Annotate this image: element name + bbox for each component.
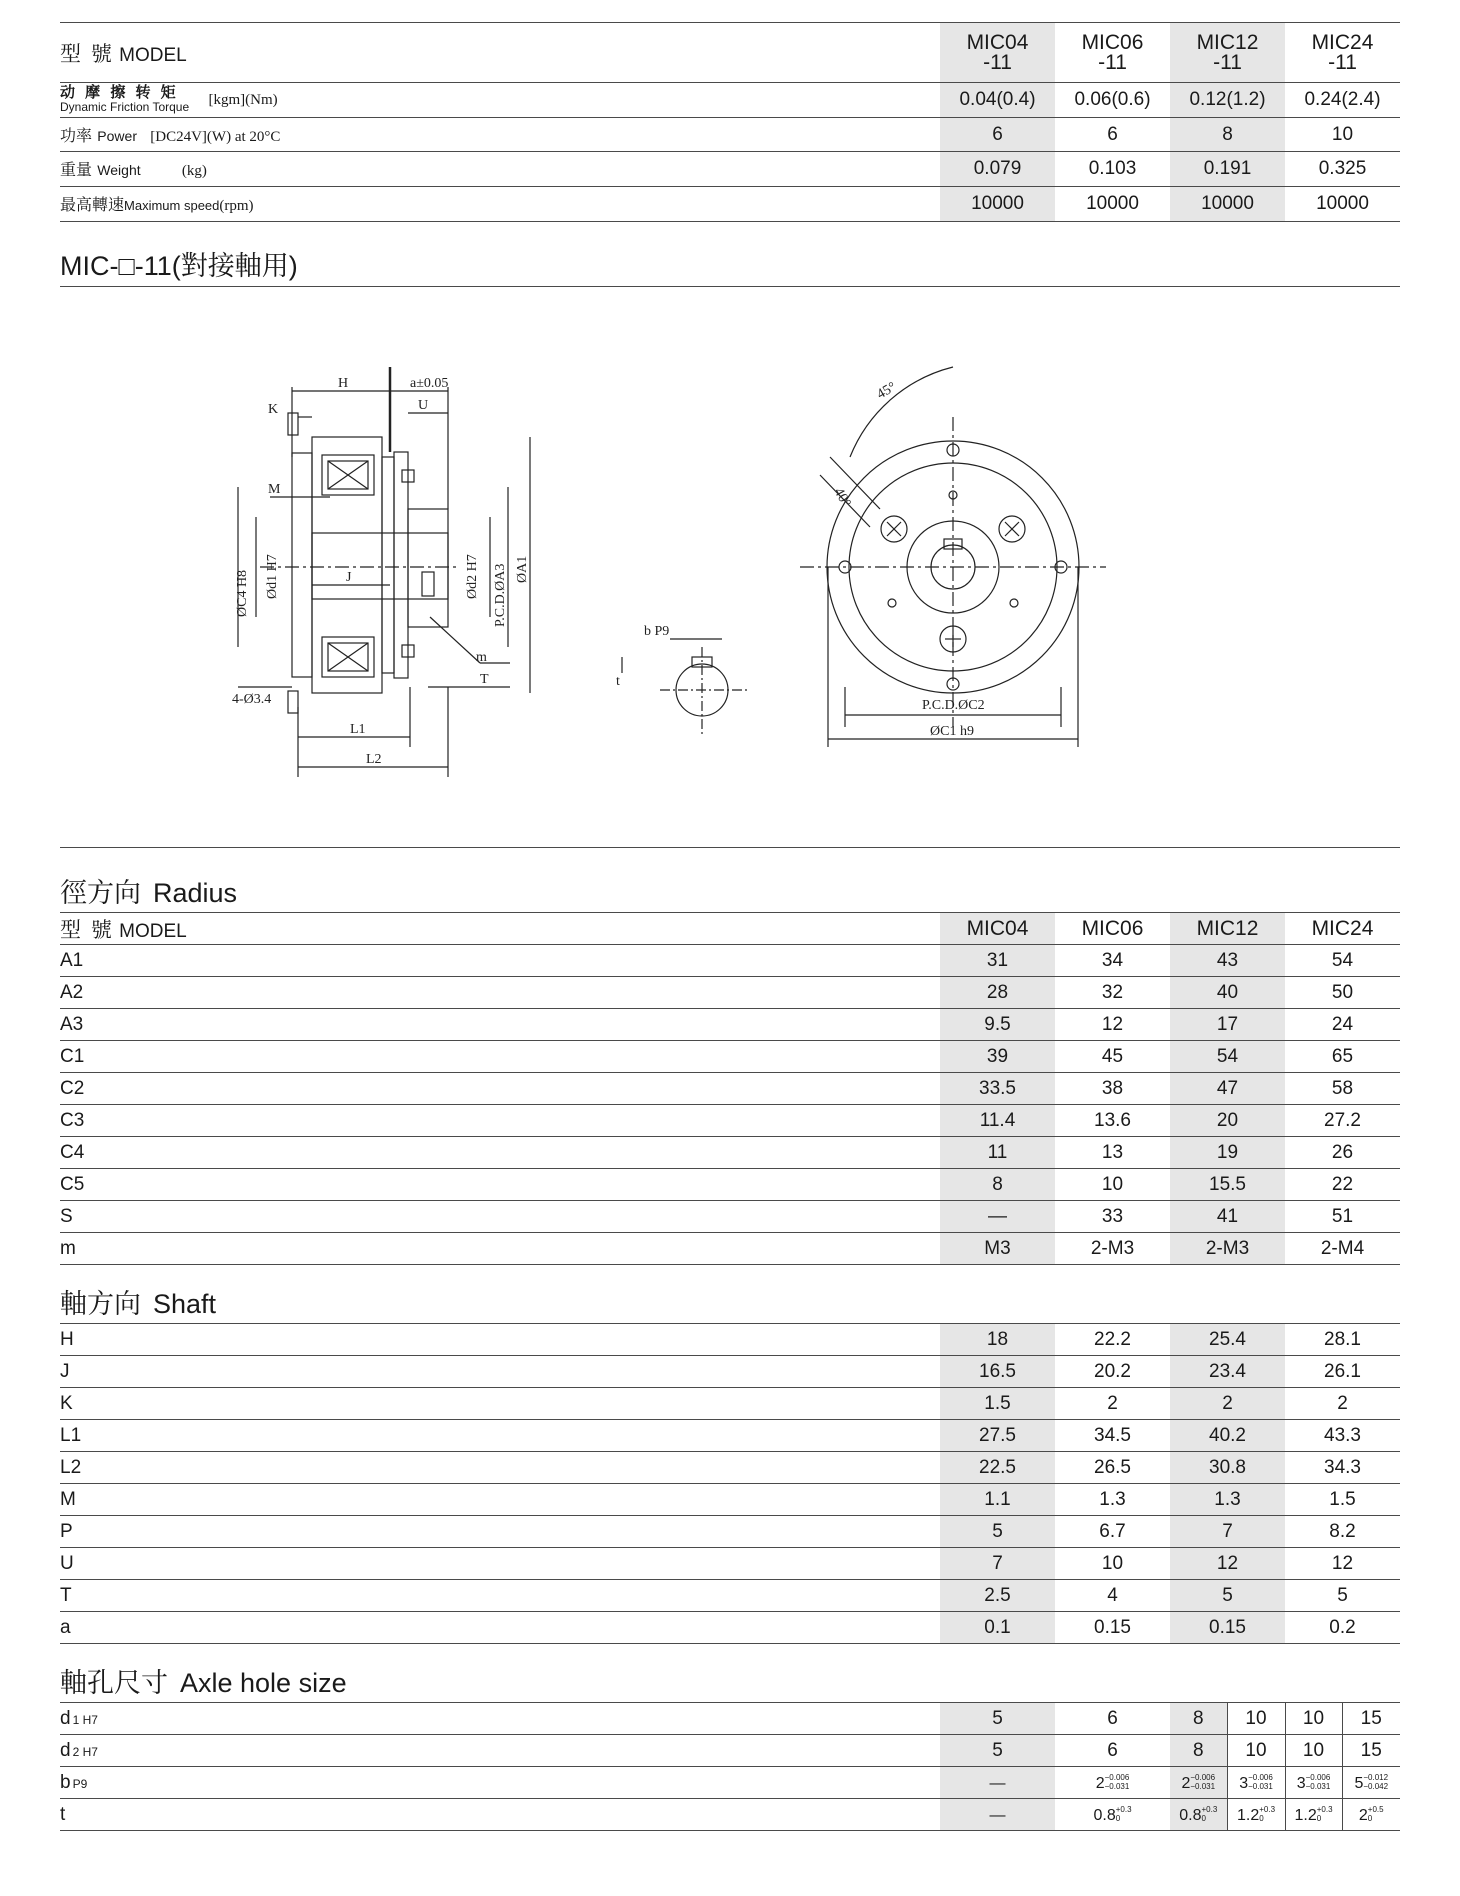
table-cell: 1.3	[1055, 1484, 1170, 1516]
table-row	[60, 1580, 1400, 1612]
drawing-title: MIC-□-11(對接軸用)	[60, 246, 1400, 287]
tolerance-lower: −0.031	[1248, 1782, 1273, 1792]
tolerance-lower: −0.042	[1363, 1782, 1389, 1792]
table-row	[60, 1201, 1400, 1233]
tolerance-value: —	[989, 1774, 1006, 1792]
row-label: M	[60, 1484, 940, 1516]
table-cell	[1055, 1799, 1170, 1831]
torque-value: 0.06(0.6)	[1055, 83, 1170, 118]
table-cell: 12	[1055, 1009, 1170, 1041]
table-cell: 27.2	[1285, 1105, 1400, 1137]
table-cell: 40.2	[1170, 1420, 1285, 1452]
table-cell: M3	[940, 1233, 1055, 1265]
tolerance-value: 2	[1095, 1774, 1105, 1792]
power-value: 10	[1285, 118, 1400, 152]
row-label-main: b	[60, 1771, 71, 1793]
table-cell	[940, 1767, 1055, 1799]
table-cell	[1170, 1767, 1227, 1799]
table-row	[60, 1233, 1400, 1265]
table-cell: 5	[940, 1516, 1055, 1548]
table-cell: 22.5	[940, 1452, 1055, 1484]
table-cell: 31	[940, 945, 1055, 977]
table-row	[60, 1420, 1400, 1452]
row-label	[60, 1799, 940, 1831]
front-view	[800, 367, 1106, 747]
table-cell: 54	[1170, 1041, 1285, 1073]
table-cell	[1055, 1767, 1170, 1799]
table-cell: 17	[1170, 1009, 1285, 1041]
table-cell: 10	[1055, 1548, 1170, 1580]
tolerance-limits	[1201, 1805, 1217, 1823]
axle-title: 軸孔尺寸 Axle hole size	[60, 1668, 347, 1698]
dim-C1: ØC1 h9	[930, 724, 974, 739]
table-cell	[1342, 1767, 1400, 1799]
tolerance-limits	[1368, 1805, 1384, 1823]
tolerance-lower: 0	[1367, 1814, 1373, 1824]
table-cell: 38	[1055, 1073, 1170, 1105]
table-cell: 2	[1170, 1388, 1285, 1420]
weight-value: 0.325	[1285, 152, 1400, 187]
table-cell	[1227, 1799, 1285, 1831]
tolerance-lower: 0	[1259, 1814, 1264, 1824]
table-cell: 15	[1342, 1735, 1400, 1767]
table-row	[60, 1073, 1400, 1105]
tolerance-lower: −0.031	[1190, 1782, 1216, 1792]
table-cell	[1285, 1799, 1342, 1831]
table-cell: 8.2	[1285, 1516, 1400, 1548]
table-row	[60, 1356, 1400, 1388]
weight-value: 0.103	[1055, 152, 1170, 187]
dim-t: t	[616, 674, 620, 689]
table-cell: 8	[1170, 1703, 1227, 1735]
row-label-main: t	[60, 1803, 66, 1825]
model-spec-table	[60, 22, 1400, 222]
weight-value: 0.191	[1170, 152, 1285, 187]
weight-label: 重量 Weight (kg)	[60, 152, 940, 187]
row-label: a	[60, 1612, 940, 1644]
table-cell: 2	[1055, 1388, 1170, 1420]
table-cell: —	[940, 1201, 1055, 1233]
tolerance-value: 0.8	[1179, 1806, 1202, 1824]
dim-holes: 4-Ø3.4	[232, 692, 272, 707]
tolerance-upper: +0.3	[1259, 1805, 1276, 1815]
technical-drawing	[60, 287, 1400, 848]
table-cell: 43	[1170, 945, 1285, 977]
power-value: 6	[940, 118, 1055, 152]
tolerance-upper: +0.3	[1201, 1805, 1218, 1815]
table-cell: 58	[1285, 1073, 1400, 1105]
table-cell: 7	[940, 1548, 1055, 1580]
dim-C2: P.C.D.ØC2	[922, 698, 985, 713]
table-cell: 15	[1342, 1703, 1400, 1735]
tolerance-upper: +0.3	[1316, 1805, 1333, 1815]
model-header: MIC12 -11	[1170, 23, 1285, 83]
tolerance-lower: 0	[1115, 1814, 1121, 1824]
speed-value: 10000	[1055, 187, 1170, 222]
speed-value: 10000	[940, 187, 1055, 222]
table-row	[60, 1767, 1400, 1799]
tolerance-upper: −0.006	[1305, 1773, 1331, 1783]
row-label: L2	[60, 1452, 940, 1484]
table-cell: 10	[1285, 1703, 1342, 1735]
model-label: 型 號 MODEL	[60, 913, 940, 945]
table-cell: 34.3	[1285, 1452, 1400, 1484]
dim-d1: Ød1 H7	[265, 554, 280, 599]
weight-value: 0.079	[940, 152, 1055, 187]
dim-A3: P.C.D.ØA3	[493, 563, 508, 627]
tolerance-value: 3	[1239, 1774, 1249, 1792]
model-header: MIC24 -11	[1285, 23, 1400, 83]
table-cell: 22	[1285, 1169, 1400, 1201]
table-row	[60, 945, 1400, 977]
table-cell: 15.5	[1170, 1169, 1285, 1201]
table-cell: 43.3	[1285, 1420, 1400, 1452]
table-cell: 11	[940, 1137, 1055, 1169]
table-cell: 4	[1055, 1580, 1170, 1612]
row-label-sub: 1 H7	[72, 1712, 98, 1727]
table-cell	[1285, 1767, 1342, 1799]
table-cell: 10	[1227, 1703, 1285, 1735]
dim-L1: L1	[350, 722, 366, 737]
tolerance-value: 2	[1181, 1774, 1191, 1792]
table-cell	[1170, 1799, 1227, 1831]
table-cell: 2-M3	[1055, 1233, 1170, 1265]
power-value: 6	[1055, 118, 1170, 152]
tolerance-lower: 0	[1316, 1814, 1322, 1824]
table-cell: 20	[1170, 1105, 1285, 1137]
table-cell: 33	[1055, 1201, 1170, 1233]
table-cell: 32	[1055, 977, 1170, 1009]
table-cell: 50	[1285, 977, 1400, 1009]
table-cell: 30.8	[1170, 1452, 1285, 1484]
table-cell: 5	[1170, 1580, 1285, 1612]
table-cell: 6.7	[1055, 1516, 1170, 1548]
table-cell: 16.5	[940, 1356, 1055, 1388]
table-cell: 0.15	[1055, 1612, 1170, 1644]
tolerance-limits	[1116, 1805, 1132, 1823]
table-cell	[940, 1799, 1055, 1831]
tolerance-lower: −0.031	[1104, 1782, 1130, 1792]
table-row	[60, 1703, 1400, 1735]
speed-label: 最高轉速Maximum speed(rpm)	[60, 187, 940, 222]
table-row	[60, 1009, 1400, 1041]
table-cell: 1.1	[940, 1484, 1055, 1516]
table-cell: 11.4	[940, 1105, 1055, 1137]
table-row	[60, 1799, 1400, 1831]
table-row	[60, 1388, 1400, 1420]
model-header: MIC12	[1170, 913, 1285, 945]
model-header: MIC04	[940, 913, 1055, 945]
spec-sheet	[60, 22, 1400, 1831]
speed-value: 10000	[1285, 187, 1400, 222]
tolerance-upper: −0.012	[1363, 1773, 1389, 1783]
table-cell: 40	[1170, 977, 1285, 1009]
dim-H: H	[338, 376, 349, 391]
table-cell: 26.1	[1285, 1356, 1400, 1388]
model-header: MIC04 -11	[940, 23, 1055, 83]
row-label: A2	[60, 977, 940, 1009]
table-row	[60, 1548, 1400, 1580]
table-cell: 41	[1170, 1201, 1285, 1233]
tolerance-lower: −0.031	[1305, 1782, 1331, 1792]
table-cell: 19	[1170, 1137, 1285, 1169]
row-label: C4	[60, 1137, 940, 1169]
row-label: U	[60, 1548, 940, 1580]
tolerance-limits	[1248, 1773, 1273, 1791]
row-label: P	[60, 1516, 940, 1548]
dim-T: T	[480, 672, 489, 687]
table-cell: 13	[1055, 1137, 1170, 1169]
keyway-view	[622, 639, 750, 737]
table-cell: 5	[1285, 1580, 1400, 1612]
tolerance-value: 1.2	[1236, 1806, 1260, 1824]
row-label: A3	[60, 1009, 940, 1041]
table-cell: 2.5	[940, 1580, 1055, 1612]
table-cell: 7	[1170, 1516, 1285, 1548]
table-cell: 26	[1285, 1137, 1400, 1169]
row-label-main: d	[60, 1739, 71, 1761]
table-row	[60, 1324, 1400, 1356]
power-label: 功率 Power [DC24V](W) at 20°C	[60, 118, 940, 152]
dim-L2: L2	[366, 752, 382, 767]
row-label	[60, 1735, 940, 1767]
table-cell: 26.5	[1055, 1452, 1170, 1484]
tolerance-limits	[1306, 1773, 1331, 1791]
row-label-sub: P9	[72, 1776, 88, 1791]
table-cell: 24	[1285, 1009, 1400, 1041]
tolerance-limits	[1363, 1773, 1388, 1791]
table-row	[60, 1169, 1400, 1201]
table-row	[60, 1137, 1400, 1169]
table-cell: 0.2	[1285, 1612, 1400, 1644]
model-header: MIC06	[1055, 913, 1170, 945]
row-label: m	[60, 1233, 940, 1265]
tolerance-value: 3	[1296, 1774, 1306, 1792]
table-cell: 28.1	[1285, 1324, 1400, 1356]
table-cell: 34	[1055, 945, 1170, 977]
table-cell: 8	[940, 1169, 1055, 1201]
row-label: L1	[60, 1420, 940, 1452]
model-label: 型 號 MODEL	[60, 23, 940, 83]
table-cell: 45	[1055, 1041, 1170, 1073]
tolerance-limits	[1317, 1805, 1333, 1823]
dim-bP9: b P9	[644, 624, 670, 639]
radius-rows	[60, 945, 1400, 1265]
shaft-title: 軸方向 Shaft	[60, 1289, 217, 1319]
tolerance-value: 1.2	[1294, 1806, 1317, 1824]
table-cell: 34.5	[1055, 1420, 1170, 1452]
table-cell: 1.3	[1170, 1484, 1285, 1516]
radius-title: 徑方向 Radius	[60, 878, 238, 908]
tolerance-upper: −0.006	[1104, 1773, 1130, 1783]
table-cell: 5	[940, 1703, 1055, 1735]
table-cell: 51	[1285, 1201, 1400, 1233]
table-cell: 28	[940, 977, 1055, 1009]
row-label	[60, 1703, 940, 1735]
tolerance-limits	[1190, 1773, 1215, 1791]
table-row	[60, 1484, 1400, 1516]
table-cell: 12	[1170, 1548, 1285, 1580]
model-header: MIC24	[1285, 913, 1400, 945]
row-label-sub: 2 H7	[72, 1744, 98, 1759]
table-cell	[1227, 1767, 1285, 1799]
speed-value: 10000	[1170, 187, 1285, 222]
tolerance-value: —	[989, 1806, 1006, 1824]
row-label: C3	[60, 1105, 940, 1137]
table-cell	[1342, 1799, 1400, 1831]
tolerance-value: 0.8	[1093, 1806, 1116, 1824]
dim-M: M	[268, 482, 281, 497]
table-cell: 2-M3	[1170, 1233, 1285, 1265]
table-row	[60, 1452, 1400, 1484]
table-cell: 1.5	[1285, 1484, 1400, 1516]
tolerance-upper: +0.5	[1367, 1805, 1384, 1815]
table-cell: 5	[940, 1735, 1055, 1767]
tolerance-upper: −0.006	[1190, 1773, 1216, 1783]
radius-table	[60, 912, 1400, 1265]
side-view	[238, 367, 530, 777]
torque-value: 0.24(2.4)	[1285, 83, 1400, 118]
table-cell: 0.15	[1170, 1612, 1285, 1644]
table-cell: 39	[940, 1041, 1055, 1073]
table-cell: 8	[1170, 1735, 1227, 1767]
tolerance-value: 2	[1358, 1806, 1368, 1824]
table-cell: 22.2	[1055, 1324, 1170, 1356]
row-label-main: d	[60, 1707, 71, 1729]
dim-40: 40°	[830, 485, 854, 510]
row-label: A1	[60, 945, 940, 977]
torque-value: 0.04(0.4)	[940, 83, 1055, 118]
shaft-table	[60, 1323, 1400, 1644]
tolerance-upper: −0.006	[1248, 1773, 1273, 1783]
table-cell: 18	[940, 1324, 1055, 1356]
table-row	[60, 1105, 1400, 1137]
table-cell: 20.2	[1055, 1356, 1170, 1388]
dim-C4: ØC4 H8	[235, 569, 250, 617]
dim-U: U	[418, 398, 429, 413]
row-label: H	[60, 1324, 940, 1356]
table-row	[60, 1612, 1400, 1644]
table-cell: 6	[1055, 1703, 1170, 1735]
torque-label: 动 摩 擦 转 矩 Dynamic Friction Torque [kgm](Nm)	[60, 83, 940, 118]
table-cell: 2	[1285, 1388, 1400, 1420]
axle-table	[60, 1702, 1400, 1831]
row-label: C5	[60, 1169, 940, 1201]
table-cell: 33.5	[940, 1073, 1055, 1105]
table-cell: 27.5	[940, 1420, 1055, 1452]
torque-value: 0.12(1.2)	[1170, 83, 1285, 118]
axle-rows	[60, 1703, 1400, 1831]
shaft-rows	[60, 1324, 1400, 1644]
tolerance-lower: 0	[1201, 1814, 1206, 1824]
table-cell: 25.4	[1170, 1324, 1285, 1356]
dim-angle: 45°	[874, 379, 899, 403]
row-label: S	[60, 1201, 940, 1233]
table-cell: 54	[1285, 945, 1400, 977]
row-label: T	[60, 1580, 940, 1612]
dim-m: m	[476, 650, 487, 665]
table-cell: 10	[1055, 1169, 1170, 1201]
table-cell: 10	[1285, 1735, 1342, 1767]
dim-K: K	[268, 402, 279, 417]
table-cell: 12	[1285, 1548, 1400, 1580]
row-label	[60, 1767, 940, 1799]
table-cell: 10	[1227, 1735, 1285, 1767]
row-label: J	[60, 1356, 940, 1388]
table-cell: 23.4	[1170, 1356, 1285, 1388]
table-cell: 9.5	[940, 1009, 1055, 1041]
dim-d2: Ød2 H7	[465, 554, 480, 599]
tolerance-limits	[1259, 1805, 1275, 1823]
table-cell: 47	[1170, 1073, 1285, 1105]
table-cell: 13.6	[1055, 1105, 1170, 1137]
table-cell: 1.5	[940, 1388, 1055, 1420]
table-row	[60, 1041, 1400, 1073]
table-cell: 2-M4	[1285, 1233, 1400, 1265]
table-row	[60, 1516, 1400, 1548]
dim-a: a±0.05	[410, 376, 449, 391]
model-header: MIC06 -11	[1055, 23, 1170, 83]
row-label: K	[60, 1388, 940, 1420]
table-cell: 65	[1285, 1041, 1400, 1073]
table-cell: 6	[1055, 1735, 1170, 1767]
clutch-drawing-svg	[60, 287, 1400, 845]
tolerance-upper: +0.3	[1115, 1805, 1132, 1815]
table-cell: 0.1	[940, 1612, 1055, 1644]
dim-J: J	[346, 570, 352, 585]
table-row	[60, 977, 1400, 1009]
tolerance-value: 5	[1354, 1774, 1364, 1792]
table-row	[60, 1735, 1400, 1767]
row-label: C2	[60, 1073, 940, 1105]
row-label: C1	[60, 1041, 940, 1073]
tolerance-limits	[1105, 1773, 1130, 1791]
power-value: 8	[1170, 118, 1285, 152]
dim-A1: ØA1	[515, 555, 530, 583]
